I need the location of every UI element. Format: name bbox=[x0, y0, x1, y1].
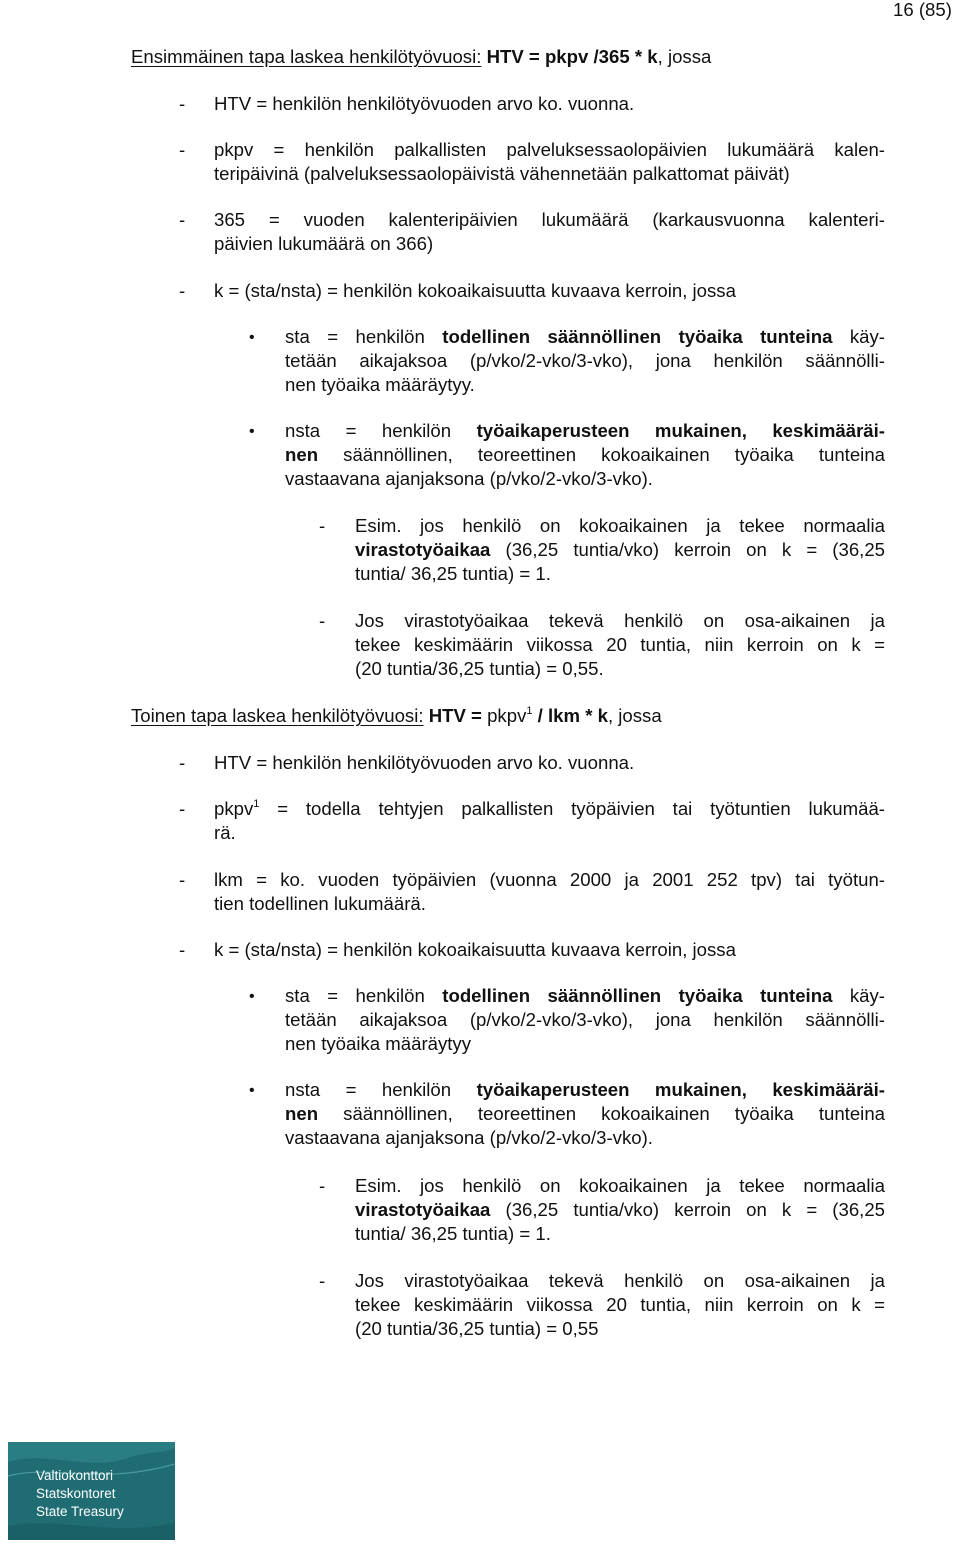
s1-pkpv-line1: pkpv = henkilön palkallisten palveluksessaolopäivien lukumäärä kalen- bbox=[214, 139, 885, 160]
s1-sta-line1 bbox=[285, 328, 885, 347]
bullet-marker: • bbox=[249, 988, 255, 1005]
s2-nsta-bold2: nen bbox=[285, 1103, 319, 1124]
s1-nsta-bold2: nen bbox=[285, 444, 319, 465]
s2-sta-line3: nen työaika määräytyy bbox=[285, 1033, 472, 1054]
s2-esim-line1: Esim. jos henkilö on kokoaikainen ja tekee normaalia bbox=[355, 1175, 885, 1196]
dash-marker: - bbox=[179, 939, 186, 960]
s1-esim-line3: tuntia/ 36,25 tuntia) = 1. bbox=[355, 563, 551, 584]
section2-heading bbox=[131, 707, 662, 726]
bullet-marker: • bbox=[249, 423, 255, 440]
s1-sta-post: käy- bbox=[849, 326, 886, 347]
section2-heading-label: Toinen tapa laskea henkilötyövuosi: bbox=[131, 705, 424, 726]
s1-esim-line2 bbox=[355, 541, 885, 560]
s2-esim-line2-rest: (36,25 tuntia/vko) kerroin on k = (36,25 bbox=[505, 1199, 886, 1220]
s1-jos-line3: (20 tuntia/36,25 tuntia) = 0,55. bbox=[355, 658, 604, 679]
s2-k-line: k = (sta/nsta) = henkilön kokoaikaisuutta kuvaava kerroin, jossa bbox=[214, 939, 736, 960]
s1-sta-line3: nen työaika määräytyy. bbox=[285, 374, 475, 395]
s2-nsta-bold: työaikaperusteen mukainen, keskimääräi- bbox=[476, 1079, 885, 1100]
dash-marker: - bbox=[179, 209, 186, 230]
dash-marker: - bbox=[179, 139, 186, 160]
s2-pkpv-line1 bbox=[214, 800, 885, 819]
s1-nsta-line2 bbox=[285, 446, 885, 465]
s1-sta-pre: sta = henkilön bbox=[285, 326, 425, 347]
s2-nsta-line3: vastaavana ajanjaksona (p/vko/2-vko/3-vko). bbox=[285, 1127, 653, 1148]
s1-jos-line2: tekee keskimäärin viikossa 20 tuntia, niin kerroin on k = bbox=[355, 634, 885, 655]
s1-sta-line2: tetään aikajaksoa (p/vko/2-vko/3-vko), jona henkilön säännölli- bbox=[285, 350, 885, 371]
dash-marker: - bbox=[319, 1270, 326, 1291]
s2-nsta-line1 bbox=[285, 1081, 885, 1100]
s2-nsta-line2 bbox=[285, 1105, 885, 1124]
logo-line3: State Treasury bbox=[36, 1504, 124, 1519]
s2-sta-post: käy- bbox=[849, 985, 886, 1006]
s1-nsta-line3: vastaavana ajanjaksona (p/vko/2-vko/3-vko). bbox=[285, 468, 653, 489]
s1-esim-bold: virastotyöaikaa bbox=[355, 539, 491, 560]
section1-heading-label: Ensimmäinen tapa laskea henkilötyövuosi: bbox=[131, 46, 482, 67]
s2-lkm-line1: lkm = ko. vuoden työpäivien (vuonna 2000 ja 2001 252 tpv) tai työtun- bbox=[214, 869, 885, 890]
section1-heading-tail: , jossa bbox=[657, 46, 712, 67]
bullet-marker: • bbox=[249, 1082, 255, 1099]
s2-pkpv-line1-text: = todella tehtyjen palkallisten työpäivien tai työtuntien lukumää- bbox=[277, 798, 885, 819]
section2-formula-a: HTV = bbox=[428, 705, 482, 726]
logo-line1: Valtiokonttori bbox=[36, 1468, 114, 1483]
dash-marker: - bbox=[319, 515, 326, 536]
s2-nsta-pre: nsta = henkilön bbox=[285, 1079, 452, 1100]
s2-lkm-line2: tien todellinen lukumäärä. bbox=[214, 893, 426, 914]
s2-sta-line2: tetään aikajaksoa (p/vko/2-vko/3-vko), jona henkilön säännölli- bbox=[285, 1009, 885, 1030]
dash-marker: - bbox=[319, 1175, 326, 1196]
page-number: 16 (85) bbox=[893, 0, 952, 20]
s1-nsta-bold: työaikaperusteen mukainen, keskimääräi- bbox=[476, 420, 885, 441]
s1-pkpv-line2: teripäivinä (palveluksessaolopäivistä vähennetään palkattomat päivät) bbox=[214, 163, 790, 184]
section1-heading bbox=[131, 48, 711, 67]
s1-esim-line2-rest: (36,25 tuntia/vko) kerroin on k = (36,25 bbox=[505, 539, 886, 560]
s2-pkpv-pre: pkpv bbox=[214, 798, 254, 819]
dash-marker: - bbox=[179, 869, 186, 890]
s2-nsta-line2-rest: säännöllinen, teoreettinen kokoaikainen työaika tunteina bbox=[343, 1103, 885, 1124]
s2-sta-pre: sta = henkilön bbox=[285, 985, 425, 1006]
s2-esim-line3: tuntia/ 36,25 tuntia) = 1. bbox=[355, 1223, 551, 1244]
s2-jos-line1: Jos virastotyöaikaa tekevä henkilö on osa-aikainen ja bbox=[355, 1270, 885, 1291]
section1-formula: HTV = pkpv /365 * k bbox=[486, 46, 658, 67]
section2-formula-b: pkpv bbox=[487, 705, 527, 726]
s2-pkpv-sup: 1 bbox=[253, 798, 260, 810]
s1-sta-bold: todellinen säännöllinen työaika tunteina bbox=[442, 326, 833, 347]
s2-esim-line2 bbox=[355, 1201, 885, 1220]
section2-formula-sup: 1 bbox=[526, 705, 533, 717]
logo-line2: Statskontoret bbox=[36, 1486, 116, 1501]
s2-sta-line1 bbox=[285, 987, 885, 1006]
s2-jos-line2: tekee keskimäärin viikossa 20 tuntia, niin kerroin on k = bbox=[355, 1294, 885, 1315]
s1-365-line1: 365 = vuoden kalenteripäivien lukumäärä (karkausvuonna kalenteri- bbox=[214, 209, 885, 230]
s1-nsta-pre: nsta = henkilön bbox=[285, 420, 452, 441]
s2-pkpv-line2: rä. bbox=[214, 822, 236, 843]
s1-nsta-line1 bbox=[285, 422, 885, 441]
section2-formula-c: / lkm * k bbox=[537, 705, 608, 726]
s2-sta-bold: todellinen säännöllinen työaika tunteina bbox=[442, 985, 833, 1006]
s1-esim-line1: Esim. jos henkilö on kokoaikainen ja tekee normaalia bbox=[355, 515, 885, 536]
bullet-marker: • bbox=[249, 329, 255, 346]
dash-marker: - bbox=[179, 752, 186, 773]
dash-marker: - bbox=[179, 798, 186, 819]
s2-esim-bold: virastotyöaikaa bbox=[355, 1199, 491, 1220]
s1-nsta-line2-rest: säännöllinen, teoreettinen kokoaikainen työaika tunteina bbox=[343, 444, 885, 465]
s1-htv-line: HTV = henkilön henkilötyövuoden arvo ko. vuonna. bbox=[214, 93, 635, 114]
dash-marker: - bbox=[179, 280, 186, 301]
s1-jos-line1: Jos virastotyöaikaa tekevä henkilö on osa-aikainen ja bbox=[355, 610, 885, 631]
state-treasury-logo bbox=[8, 1442, 175, 1540]
dash-marker: - bbox=[179, 93, 186, 114]
s2-htv-line: HTV = henkilön henkilötyövuoden arvo ko. vuonna. bbox=[214, 752, 635, 773]
s2-jos-line3: (20 tuntia/36,25 tuntia) = 0,55 bbox=[355, 1318, 599, 1339]
s1-365-line2: päivien lukumäärä on 366) bbox=[214, 233, 434, 254]
s1-k-line: k = (sta/nsta) = henkilön kokoaikaisuutta kuvaava kerroin, jossa bbox=[214, 280, 736, 301]
section2-heading-tail: , jossa bbox=[607, 705, 662, 726]
dash-marker: - bbox=[319, 610, 326, 631]
